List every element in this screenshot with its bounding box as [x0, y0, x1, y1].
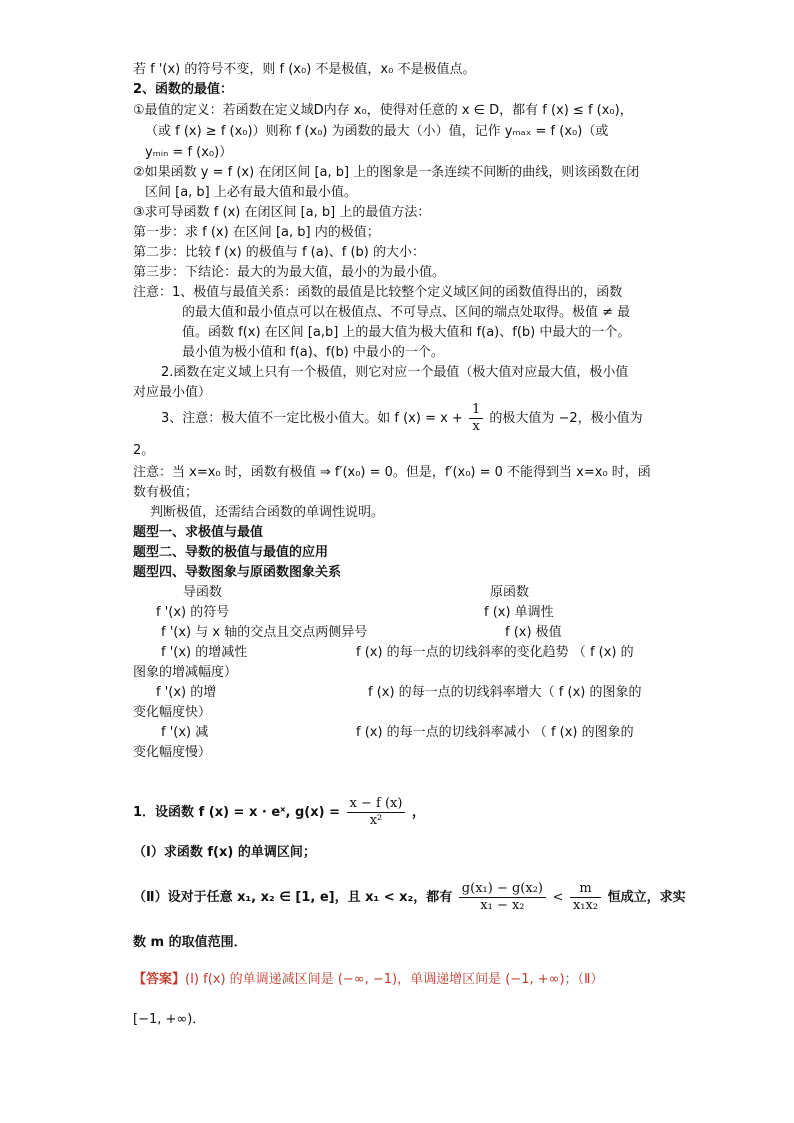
answer-tag: 【答案】: [133, 972, 186, 987]
section-heading: 2、函数的最值：: [133, 82, 234, 97]
text-segment: 恒成立，求实: [607, 890, 686, 905]
fraction-denominator: x: [472, 419, 480, 434]
fraction-denominator: x₁x₂: [572, 898, 599, 913]
section-heading: 题型二、导数的极值与最值的应用: [133, 545, 329, 560]
text-line: 注意：当 x=x₀ 时，函数有极值 ⇒ f′(x₀) = 0。但是，f′(x₀) = 0 不能得到当 x=x₀ 时，函: [133, 465, 651, 480]
table-header-right: 原函数: [490, 585, 530, 600]
table-cell-continuation: 变化幅度慢）: [133, 745, 212, 760]
table-cell-left: f '(x) 减: [161, 725, 209, 740]
fraction-denominator: x₁ − x₂: [480, 898, 525, 913]
text-segment: （Ⅱ）设对于任意 x₁, x₂ ∈ [1, e]，且 x₁ < x₂，都有: [133, 890, 453, 905]
text-line: 2.函数在定义域上只有一个极值，则它对应一个最值（极大值对应最大值，极小值: [161, 365, 629, 380]
text-line: 最小值为极小值和 f(a)、f(b) 中最小的一个。: [182, 345, 444, 360]
fraction: [347, 796, 406, 829]
text-line: 判断极值，还需结合函数的单调性说明。: [150, 505, 385, 520]
text-segment: 1．设函数 f (x) = x · eˣ, g(x) =: [133, 805, 340, 820]
fraction: [459, 881, 546, 914]
table-cell-right: f (x) 极值: [505, 625, 562, 640]
table-cell-continuation: 图象的增减幅度）: [133, 665, 238, 680]
text-line: 数有极值；: [133, 485, 199, 500]
fraction-denominator: x²: [369, 813, 383, 828]
fraction: [469, 402, 483, 435]
table-cell-continuation: 变化幅度快）: [133, 705, 212, 720]
text-line: ③求可导函数 f (x) 在闭区间 [a, b] 上的最值方法：: [133, 205, 431, 220]
less-than-sign: <: [552, 890, 564, 905]
fraction-numerator: m: [570, 881, 601, 898]
text-line: 区间 [a, b] 上必有最大值和最小值。: [145, 185, 357, 200]
text-segment: ，: [411, 805, 425, 820]
text-line: 第一步：求 f (x) 在区间 [a, b] 内的极值；: [133, 225, 380, 240]
fraction-numerator: g(x₁) − g(x₂): [459, 881, 546, 898]
table-cell-left: f '(x) 与 x 轴的交点且交点两侧异号: [161, 625, 368, 640]
text-line: 第二步：比较 f (x) 的极值与 f (a)、f (b) 的大小：: [133, 245, 425, 260]
text-line: yₘᵢₙ = f (x₀)）: [145, 145, 233, 160]
problem-part-2: [133, 880, 686, 916]
text-segment: 的极大值为 −2，极小值为: [489, 411, 643, 426]
text-line: ②如果函数 y = f (x) 在闭区间 [a, b] 上的图象是一条连续不间断的曲线，则该函数在闭: [133, 165, 640, 180]
text-line-with-fraction: [161, 402, 643, 436]
table-cell-left: f '(x) 的增减性: [161, 645, 248, 660]
text-line: ①最值的定义：若函数在定义域D内存 x₀，使得对任意的 x ∈ D，都有 f (x) ≤ f (x₀)，: [133, 103, 633, 118]
fraction-numerator: 1: [469, 402, 483, 419]
text-line: 第三步：下结论：最大的为最大值，最小的为最小值。: [133, 265, 446, 280]
fraction-numerator: x − f (x): [347, 796, 406, 813]
problem-part-2-end: 数 m 的取值范围．: [133, 935, 247, 950]
text-line: （或 f (x) ≥ f (x₀)）则称 f (x₀) 为函数的最大（小）值，记作 yₘₐₓ = f (x₀)（或: [145, 124, 609, 139]
answer-text: (I) f(x) 的单调递减区间是 (−∞, −1)，单调递增区间是 (−1, +∞)；（Ⅱ）: [185, 972, 604, 987]
text-line: 值。函数 f(x) 在区间 [a,b] 上的最大值为极大值和 f(a)、f(b) 中最大的一个。: [182, 325, 631, 340]
section-heading: 题型一、求极值与最值: [133, 525, 264, 540]
text-line: 2。: [133, 443, 155, 458]
problem-statement: [133, 795, 425, 831]
table-cell-right: f (x) 的每一点的切线斜率减小 （ f (x) 的图象的: [356, 725, 634, 740]
table-cell-left: f '(x) 的增: [156, 685, 217, 700]
table-header-left: 导函数: [183, 585, 223, 600]
text-line: 的最大值和最小值点可以在极值点、不可导点、区间的端点处取得。极值 ≠ 最: [182, 305, 631, 320]
answer-line: [133, 970, 603, 990]
section-heading: 题型四、导数图象与原函数图象关系: [133, 565, 342, 580]
table-cell-right: f (x) 的每一点的切线斜率的变化趋势 （ f (x) 的: [356, 645, 634, 660]
text-line: 注意：1、极值与最值关系：函数的最值是比较整个定义域区间的函数值得出的，函数: [133, 285, 623, 300]
table-cell-right: f (x) 的每一点的切线斜率增大（ f (x) 的图象的: [368, 685, 642, 700]
fraction: [570, 881, 601, 914]
table-cell-right: f (x) 单调性: [484, 605, 554, 620]
problem-part-1: （I）求函数 f(x) 的单调区间；: [133, 845, 316, 860]
text-line: 若 f '(x) 的符号不变，则 f (x₀) 不是极值，x₀ 不是极值点。: [133, 62, 476, 77]
answer-end: [−1, +∞)．: [133, 1012, 206, 1027]
text-line: 对应最小值）: [133, 385, 212, 400]
table-cell-left: f '(x) 的符号: [156, 605, 230, 620]
text-segment: 3、注意：极大值不一定比极小值大。如 f (x) = x +: [161, 411, 463, 426]
